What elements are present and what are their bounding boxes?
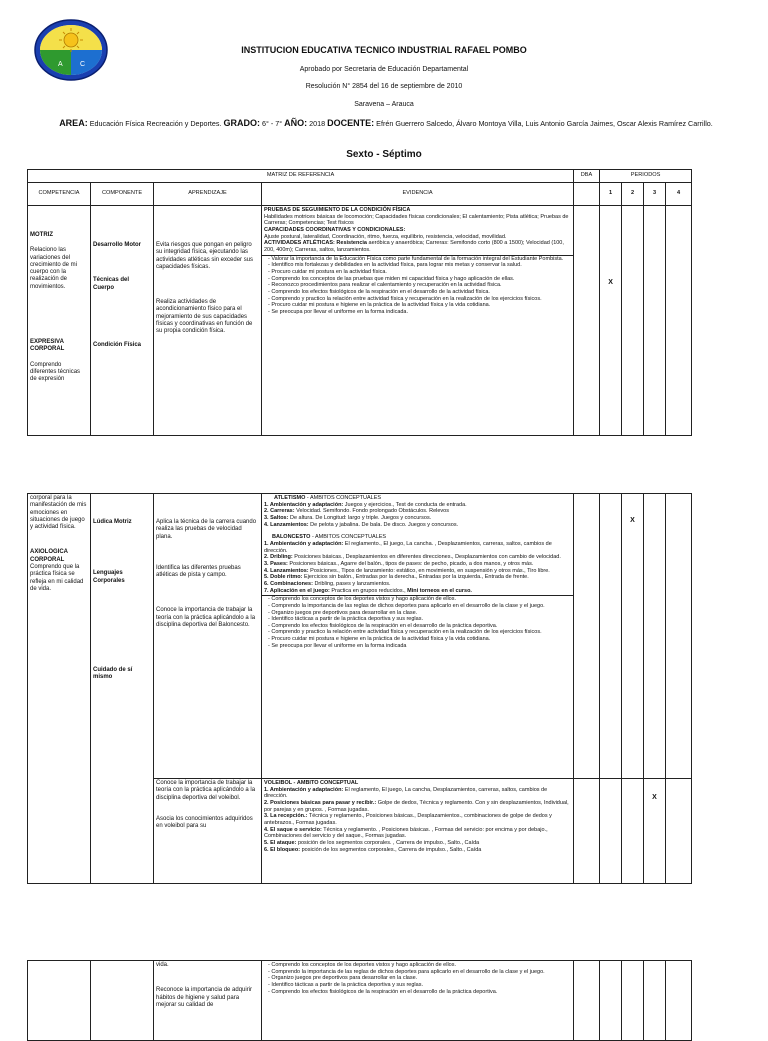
voleibol-4: 4. El saque o servicio: Técnica y reglamento. , Posiciones básicas. , Formas del servicio: por encima y por debajo., Combinaciones del servicio y del saque., Formas jugadas.	[264, 826, 548, 840]
periodo-1-header: 1	[600, 183, 622, 206]
componente-condicion-fisica: Condición Física	[93, 341, 142, 348]
evidencia-3-dash-4: - Identifico tácticas a partir de la práctica deportiva y sus reglas.	[268, 981, 423, 988]
componente-header: COMPONENTE	[91, 183, 154, 206]
competencia-cell	[28, 206, 91, 436]
dba-cell	[574, 183, 600, 206]
baloncesto-3: 3. Pases: Posiciones básicas., Agarre del balón., tipos de pases: de pecho, picado, a dos manos, y otros más.	[264, 560, 534, 567]
periodo-4-cell-3	[666, 779, 692, 884]
periodo-3-cell-3	[644, 779, 666, 884]
atletismo-2: 2. Carreras: Velocidad. Semifondo. Fondo prolongado Obstáculos. Relevos	[264, 508, 449, 515]
voleibol-heading: VOLEIBOL - AMBITO CONCEPTUAL	[264, 780, 359, 786]
evidencia-text-1: Habilidades motrices básicas de locomoción; Capacidades físicas condicionales; El calentamiento; Pista atlética; Pruebas de Carreras; Competencias; Test físicos	[264, 213, 569, 227]
evidencia-3-dash-1: - Comprendo los conceptos de los deportes vistos y hago aplicación de ellos.	[268, 962, 457, 968]
docente-value: Efrén Guerrero Salcedo, Álvaro Montoya Villa, Luis Antonio García Jaimes, Oscar Alexis Ramírez Carrillo.	[376, 119, 713, 128]
evidencia-2-dash-5: - Comprendo los efectos fisiológicos de la respiración en el desarrollo de la práctica deportiva.	[268, 622, 498, 629]
voleibol-6: 6. El bloqueo: posición de los segmentos corporales., Carrera de impulso., Salto., Caída	[264, 846, 482, 853]
periodo-4-cell	[666, 206, 692, 436]
evidencia-dash-7: - Comprendo y practico la relación entre actividad física y recuperación en la realización de los ejercicios físicos.	[268, 295, 542, 302]
logo-letter-c: C	[80, 61, 86, 68]
baloncesto-1: 1. Ambientación y adaptación: El reglamento., El juego, La cancha. , Desplazamientos, carreras, saltos, cambios de dirección.	[264, 540, 552, 554]
periodo-2-cell	[622, 206, 644, 436]
evidencia-cell	[262, 206, 574, 436]
aprendizaje-cell-4	[154, 961, 262, 1041]
evidencia-dash-4: - Comprendo los conceptos de las pruebas que miden mi capacidad física y hago aplicación de ellas.	[268, 275, 515, 282]
curriculum-table-block-3	[27, 960, 692, 1041]
atletismo-heading: ATLETISMO - AMBITOS CONCEPTUALES	[274, 495, 382, 501]
evidencia-2-dash-4: - Identifico tácticas a partir de la práctica deportiva y sus reglas.	[268, 616, 423, 623]
area-info	[46, 118, 726, 129]
voleibol-5: 5. El ataque: posición de los segmentos corporales. , Carrera de impulso., Salto., Caída	[264, 839, 480, 846]
evidencia-2-dash-7: - Procuro cuidar mi postura e higiene en la práctica de la actividad física y la vida cotidiana.	[268, 636, 491, 643]
periodo-2-mark: X	[630, 517, 635, 524]
aprendizaje-2-5: Asocia los conocimientos adquiridos en voleibol para su	[156, 815, 253, 830]
evidencia-2-dash-3: - Organizo juegos pre deportivos para desarrollar en la clase.	[268, 609, 418, 616]
evidencia-dash-5: - Reconozco procedimientos para realizar el calentamiento y recuperación en la actividad física.	[268, 282, 502, 289]
curriculum-table-block-1	[27, 169, 692, 436]
aprendizaje-header: APRENDIZAJE	[154, 183, 262, 206]
baloncesto-6: 6. Combinaciones: Dribling, pases y lanzamientos.	[264, 580, 391, 587]
approval-line: Aprobado por Secretaria de Educación Departamental	[299, 66, 469, 73]
atletismo-1: 1. Ambientación y adaptación: Juegos y ejercicios., Test de conducta de entrada.	[264, 501, 467, 508]
evidencia-2-dash-2: - Comprendo la importancia de las reglas de dichos deportes para aplicarlo en el desarrollo de la clase y el juego.	[268, 602, 545, 609]
baloncesto-heading: BALONCESTO - AMBITOS CONCEPTUALES	[272, 534, 387, 541]
evidencia-2-dash-1: - Comprendo los conceptos de los deportes vistos y hago aplicación de ellos.	[268, 596, 457, 603]
competencia-axiologica: AXIOLOGICA CORPORAL	[30, 549, 68, 563]
anio-value: 2018	[309, 119, 326, 128]
grado-label: GRADO:	[223, 118, 261, 128]
docente-label: DOCENTE:	[327, 118, 375, 128]
competencia-expresiva-cont: corporal para la manifestación de mis emociones en situaciones de juego y actividad física.	[30, 495, 87, 531]
periodo-1-cell	[600, 206, 622, 436]
competencia-expresiva: EXPRESIVA CORPORAL	[30, 339, 65, 353]
aprendizaje-cell-3	[154, 779, 262, 884]
voleibol-3: 3. La recepción.: Técnica y reglamento., Posiciones básicas., Desplazamientos., combinaciones de golpe de dedos y antebrazos., Formas jugadas.	[264, 813, 552, 826]
componente-ludica-motriz: Lúdica Motriz	[93, 519, 132, 525]
atletismo-4: 4. Lanzamientos: De pelota y jabalina. De bala. De disco. Juegos y concursos.	[264, 521, 459, 528]
baloncesto-4: 4. Lanzamientos: Posiciones., Tipos de lanzamiento: estático, en movimiento, en suspensión y otros más., Tiro libre.	[264, 567, 550, 574]
evidencia-dash-6: - Comprendo los efectos fisiológicos de la respiración en el desarrollo de la actividad física.	[268, 288, 490, 295]
evidencia-cell-3	[262, 779, 574, 884]
aprendizaje-2-2: Identifica las diferentes pruebas atléticas de pista y campo.	[156, 564, 241, 579]
componente-cell	[91, 206, 154, 436]
periodo-3-header: 3	[644, 183, 666, 206]
competencia-cell-2	[28, 494, 91, 884]
evidencia-title-2: CAPACIDADES COORDINATIVAS Y CONDICIONALES:	[264, 226, 406, 233]
periodo-2-cell-4	[622, 961, 644, 1041]
area-value: Educación Física Recreación y Deportes.	[89, 119, 222, 128]
aprendizaje-cell	[154, 206, 262, 436]
grade-title: Sexto - Séptimo	[346, 149, 422, 160]
dba-body-cell	[574, 206, 600, 436]
periodo-3-cell-2	[644, 494, 666, 779]
periodo-1-cell-4	[600, 961, 622, 1041]
competencia-axiologica-text: Comprendo que la práctica física se refleja en mi calidad de vida.	[30, 564, 84, 592]
aprendizaje-3-2: Reconoce la importancia de adquirir hábitos de higiene y salud para mejorar su calidad de	[156, 987, 253, 1008]
aprendizaje-2: Realiza actividades de acondicionamiento físico para el mejoramiento de sus capacidades físicas y coordinativas en función de su propia condición física.	[156, 299, 253, 335]
anio-label: AÑO:	[284, 118, 308, 128]
periodo-4-cell-4	[666, 961, 692, 1041]
evidencia-cell-4	[262, 961, 574, 1041]
evidencia-2-dash-6: - Comprendo y practico la relación entre actividad física y recuperación en la realización de los ejercicios físicos.	[268, 629, 542, 636]
evidencia-dash-9: - Se preocupa por llevar el uniforme en la forma indicada.	[268, 308, 409, 315]
competencia-header: COMPETENCIA	[28, 183, 91, 206]
componente-tecnicas-cuerpo: Técnicas del Cuerpo	[93, 277, 130, 291]
area-label: AREA:	[59, 118, 88, 128]
componente-cell-4	[91, 961, 154, 1041]
competencia-motriz-text: Relaciono las variaciones del crecimiento de mi cuerpo con la realización de movimientos.	[30, 247, 78, 290]
evidencia-dash-8: - Procuro cuidar mi postura e higiene en la práctica de la actividad física y la vida cotidiana.	[268, 302, 491, 309]
competencia-expresiva-text: Comprendo diferentes técnicas de expresión	[30, 361, 81, 383]
periodo-3-mark: X	[652, 794, 657, 801]
baloncesto-2: 2. Dribling: Posiciones básicas., Desplazamientos en diferentes direcciones., Desplazamientos con cambio de velocidad.	[264, 554, 561, 561]
voleibol-1: 1. Ambientación y adaptación: El reglamento, El juego, La cancha, Desplazamientos, carreras, saltos, cambios de dirección.	[264, 786, 548, 800]
logo-letter-a: A	[58, 61, 63, 68]
dba-header: DBA	[574, 170, 600, 183]
grado-value: 6° - 7°	[262, 119, 283, 128]
institution-name: INSTITUCION EDUCATIVA TECNICO INDUSTRIAL RAFAEL POMBO	[241, 45, 527, 55]
periodo-4-cell-2	[666, 494, 692, 779]
evidencia-item-3: ACTIVIDADES ATLÉTICAS: Resistencia aeróbica y anaeróbica; Carreras: Semifondo corto (800 a 1500); Velocidad (100, 200, 400m); Carreras, saltos, lanzamientos.	[264, 240, 564, 253]
aprendizaje-2-4: Conoce la importancia de trabajar la teoría con la práctica aplicándolo a la disciplina deportiva del voleibol.	[156, 780, 256, 801]
evidencia-dash-1: - Valorar la importancia de la Educación Física como parte fundamental de la formación integral del Estudiante Pombista.	[268, 255, 564, 262]
evidencia-cell-2	[262, 494, 574, 779]
atletismo-3: 3. Saltos: De altura. De Longitud: largo y triple. Juegos y concursos.	[264, 514, 432, 521]
periodo-3-cell	[644, 206, 666, 436]
periodo-1-cell-3	[600, 779, 622, 884]
dba-body-cell-4	[574, 961, 600, 1041]
evidencia-3-dash-3: - Organizo juegos pre deportivos para desarrollar en la clase.	[268, 975, 418, 982]
baloncesto-7: 7. Aplicación en el juego: Practica en grupos reducidos., Mini torneos en el curso.	[264, 587, 472, 594]
voleibol-2: 2. Posiciones básicas para pasar y recibir.: Golpe de dedos, Técnica y reglamento. Con y sin desplazamientos, Individual, por parejas y en grupos. , Formas jugadas.	[264, 799, 569, 813]
aprendizaje-2-3: Conoce la importancia de trabajar la teoría con la práctica aplicándolo a la disciplina deportiva del Baloncesto.	[156, 607, 256, 629]
componente-cell-2	[91, 494, 154, 884]
evidencia-header: EVIDENCIA	[262, 183, 574, 206]
curriculum-table-block-2	[27, 493, 692, 884]
evidencia-dash-2: - Identifico mis fortalezas y debilidades en la actividad física, para lograr mis metas y conservar la salud.	[268, 262, 522, 269]
evidencia-3-dash-5: - Comprendo los efectos fisiológicos de la respiración en el desarrollo de la práctica deportiva.	[268, 988, 498, 995]
evidencia-dash-3: - Procuro cuidar mi postura en la actividad física.	[268, 268, 387, 275]
componente-lenguajes-corporales: Lenguajes Corporales	[93, 570, 125, 584]
periodos-header: PERIODOS	[600, 170, 692, 183]
evidencia-2-dash-8: - Se preocupa por llevar el uniforme en la forma indicada	[268, 642, 407, 649]
componente-cuidado: Cuidado de sí mismo	[93, 666, 133, 681]
dba-body-cell-3	[574, 779, 600, 884]
competencia-motriz: MOTRIZ	[30, 232, 53, 238]
periodo-3-cell-4	[644, 961, 666, 1041]
evidencia-3-dash-2: - Comprendo la importancia de las reglas de dichos deportes para aplicarlo en el desarrollo de la clase y el juego.	[268, 968, 545, 975]
periodo-2-cell-2	[622, 494, 644, 779]
aprendizaje-1: Evita riesgos que pongan en peligro su integridad física, ejecutando las actividades atléticas sin exceder sus capacidades físicas.	[156, 242, 254, 270]
city-line: Saravena – Arauca	[354, 101, 414, 108]
evidencia-title-1: PRUEBAS DE SEGUIMIENTO DE LA CONDICIÓN FÍSICA	[264, 207, 411, 213]
matriz-header: MATRIZ DE REFERENCIA	[28, 170, 574, 183]
periodo-1-mark: X	[608, 279, 613, 286]
componente-desarrollo-motor: Desarrollo Motor	[93, 242, 142, 248]
aprendizaje-3-1: vida.	[156, 962, 169, 968]
dba-body-cell-2	[574, 494, 600, 779]
baloncesto-5: 5. Doble ritmo: Ejercicios sin balón., Entradas por la derecha., Entradas por la izquierda., Entrada de frente.	[264, 574, 529, 581]
periodo-4-header: 4	[666, 183, 692, 206]
evidencia-text-2: Ajuste postural, lateralidad, Coordinación, ritmo, fuerza, equilibrio, resistencia, velocidad, movilidad.	[264, 233, 507, 240]
aprendizaje-2-1: Aplica la técnica de la carrera cuando realiza las pruebas de velocidad plana.	[156, 519, 257, 540]
periodo-2-cell-3	[622, 779, 644, 884]
periodo-2-header: 2	[622, 183, 644, 206]
resolution-line: Resolución N° 2854 del 16 de septiembre de 2010	[305, 83, 463, 90]
periodo-1-cell-2	[600, 494, 622, 779]
competencia-cell-4	[28, 961, 91, 1041]
aprendizaje-cell-2	[154, 494, 262, 779]
